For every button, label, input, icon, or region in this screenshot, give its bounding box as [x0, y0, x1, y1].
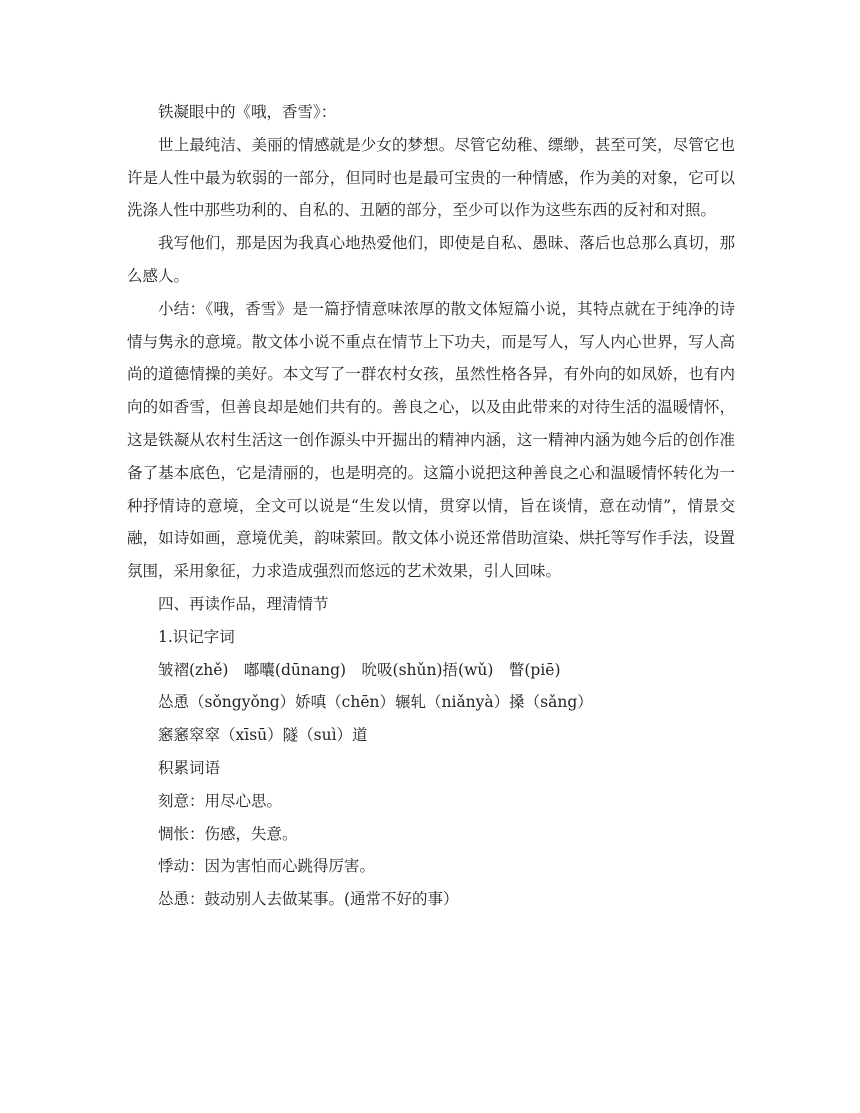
vocab-line-1: 皱褶(zhě) 嘟囔(dūnang) 吮吸(shǔn)捂(wǔ) 瞥(piē): [158, 660, 561, 679]
paragraph-quote-love-them: 我写他们，那是因为我真心地热爱他们，即使是自私、愚昧、落后也总那么真切，那么感人。: [127, 234, 735, 285]
word-definition-chouchang: 惆怅：伤感，失意。: [158, 824, 298, 843]
vocab-line-3: 窸窸窣窣（xīsū）隧（suì）道: [158, 726, 368, 745]
word-definition-jidong: 悸动：因为害怕而心跳得厉害。: [158, 857, 376, 876]
word-definition-songyong: 怂恿：鼓动别人去做某事。(通常不好的事）: [158, 890, 459, 909]
document-body: [127, 96, 735, 916]
word-definition-keyi: 刻意：用尽心思。: [158, 791, 283, 810]
paragraph-heading-tieling-view: 铁凝眼中的《哦，香雪》：: [158, 103, 337, 121]
paragraph-summary: 小结：《哦，香雪》是一篇抒情意味浓厚的散文体短篇小说，其特点就在于纯净的诗情与隽永的意境。散文体小说不重点在情节上下功夫，而是写人，写人内心世界，写人高尚的道德情操的美好。本文写了一群农村女孩，虽然性格各异，有外向的如凤娇，也有内向的如香雪，但善良却是她们共有的。善良之心，以及由此带来的对待生活的温暖情怀，这是铁凝从农村生活这一创作源头中开掘出的精神内涵，这一精神内涵为她今后的创作准备了基本底色，它是清丽的，也是明亮的。这篇小说把这种善良之心和温暖情怀转化为一种抒情诗的意境，全文可以说是“生发以情，贯穿以情，旨在谈情，意在动情”，情景交融，如诗如画，意境优美，韵味萦回。散文体小说还常借助渲染、烘托等写作手法，设置氛围，采用象征，力求造成强烈而悠远的艺术效果，引人回味。: [127, 299, 735, 581]
subheading-accumulate-words: 积累词语: [158, 758, 221, 777]
subheading-vocabulary: 1.识记字词: [158, 627, 235, 646]
section-heading-reread: 四、再读作品，理清情节: [158, 594, 329, 613]
vocab-line-2: 怂恿（sǒngyǒng）娇嗔（chēn）辗轧（niǎnyà）搡（sǎng）: [158, 693, 593, 712]
paragraph-quote-girls-dream: 世上最纯洁、美丽的情感就是少女的梦想。尽管它幼稚、缥缈，甚至可笑，尽管它也许是人性中最为软弱的一部分，但同时也是最可宝贵的一种情感，作为美的对象，它可以洗涤人性中那些功利的、自私的、丑陋的部分，至少可以作为这些东西的反衬和对照。: [127, 135, 735, 220]
